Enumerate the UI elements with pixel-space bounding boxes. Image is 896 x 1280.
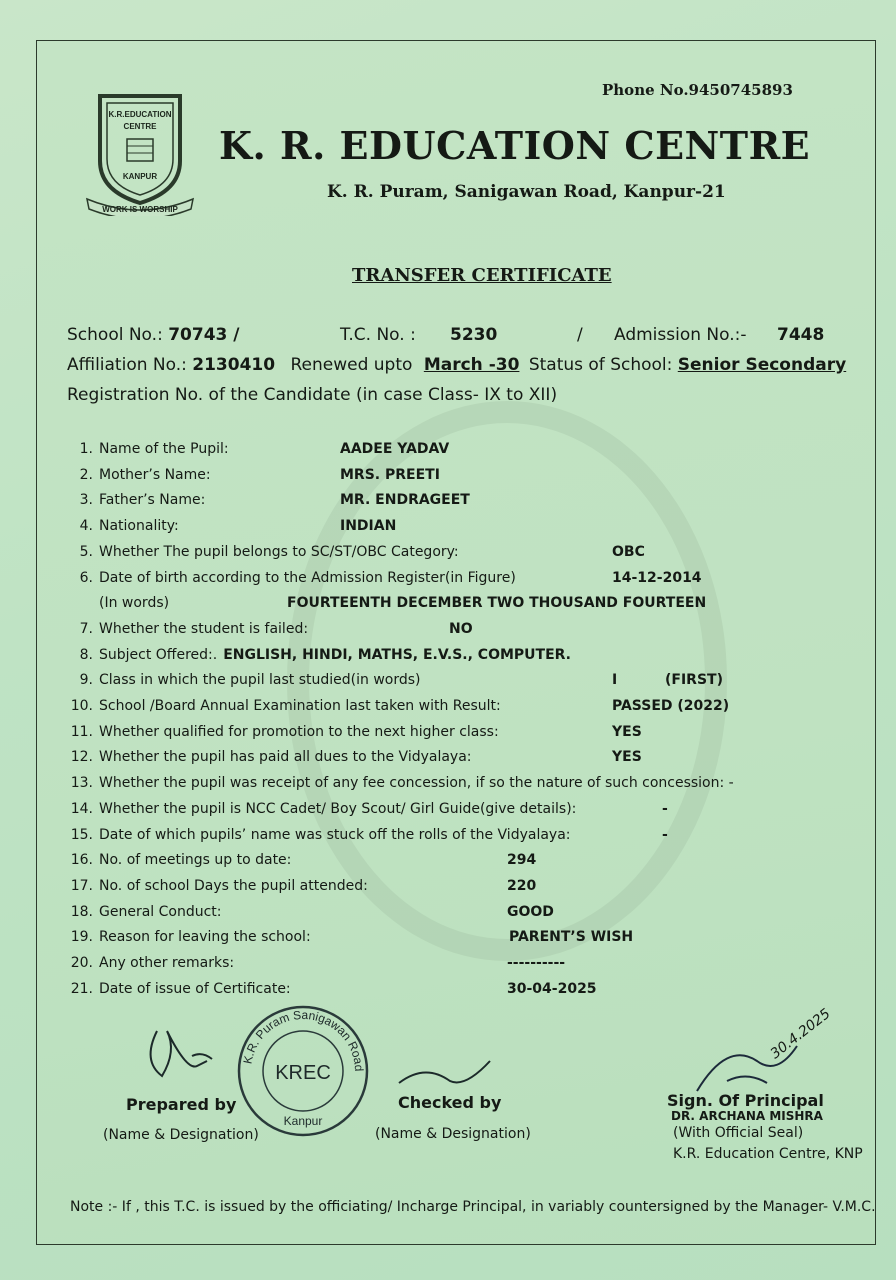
item-number: 16.	[70, 852, 93, 868]
item-value: PASSED (2022)	[612, 698, 730, 714]
item-row	[65, 698, 501, 714]
item-label: Date of birth according to the Admission Register(in Figure)	[99, 570, 516, 586]
item-value: INDIAN	[340, 518, 397, 534]
principal-seal: (With Official Seal)	[673, 1125, 804, 1141]
principal-label: Sign. Of Principal	[667, 1091, 824, 1110]
item-row	[65, 672, 421, 688]
principal-organization: K.R. Education Centre, KNP	[673, 1146, 863, 1162]
item-number: 5.	[79, 544, 93, 560]
item-number: 10.	[70, 698, 93, 714]
item-label: Whether the pupil was receipt of any fee concession, if so the nature of such concession: -	[99, 775, 734, 791]
item-row	[65, 801, 576, 817]
school-name: K. R. EDUCATION CENTRE	[219, 123, 811, 168]
item-label: Class in which the pupil last studied(in words)	[99, 672, 421, 688]
item-value: MR. ENDRAGEET	[340, 492, 470, 508]
item-number: 19.	[70, 929, 93, 945]
item-label: Mother’s Name:	[99, 467, 211, 483]
svg-text:WORK IS WORSHIP: WORK IS WORSHIP	[102, 205, 178, 214]
item-row	[65, 775, 734, 791]
school-logo	[85, 91, 195, 216]
principal-name: DR. ARCHANA MISHRA	[671, 1109, 823, 1123]
footer-note: Note :- If , this T.C. is issued by the officiating/ Incharge Principal, in variably countersigned by the Manager- V.M.C.	[70, 1199, 876, 1215]
item-value: YES	[612, 749, 642, 765]
item-label: Name of the Pupil:	[99, 441, 229, 457]
item-value: ----------	[507, 955, 566, 971]
tc-no-value	[450, 325, 497, 345]
item-value: 294	[507, 852, 537, 868]
item-row	[65, 827, 571, 843]
item-row	[65, 441, 229, 457]
item-value: 30-04-2025	[507, 981, 597, 997]
item-value: ENGLISH, HINDI, MATHS, E.V.S., COMPUTER.	[223, 647, 571, 663]
item-row	[65, 467, 211, 483]
item-label: Nationality:	[99, 518, 179, 534]
item-number: 14.	[70, 801, 93, 817]
item-label: Date of issue of Certificate:	[99, 981, 291, 997]
item-row	[65, 955, 234, 971]
item-number: 8.	[79, 647, 93, 663]
separator-slash: /	[577, 325, 583, 345]
item-row	[65, 647, 571, 663]
certificate-title: TRANSFER CERTIFICATE	[352, 265, 612, 286]
tc-no-row	[340, 325, 416, 345]
item-value: -	[662, 827, 668, 843]
item-label: Subject Offered:.	[99, 647, 218, 663]
item-label: School /Board Annual Examination last taken with Result:	[99, 698, 501, 714]
item-label: Whether the pupil is NCC Cadet/ Boy Scout/ Girl Guide(give details):	[99, 801, 577, 817]
item-value: NO	[449, 621, 473, 637]
item-label: Whether The pupil belongs to SC/ST/OBC Category:	[99, 544, 459, 560]
phone-number: Phone No.9450745893	[602, 81, 793, 99]
item-number: 13.	[70, 775, 93, 791]
item-number: 11.	[70, 724, 93, 740]
item-value: -	[662, 801, 668, 817]
item-label: Reason for leaving the school:	[99, 929, 311, 945]
item-value: 14-12-2014	[612, 570, 702, 586]
item-number: 4.	[79, 518, 93, 534]
checked-by-designation: (Name & Designation)	[375, 1126, 531, 1142]
item-label: Whether the student is failed:	[99, 621, 309, 637]
item-number: 12.	[70, 749, 93, 765]
item-number: 20.	[70, 955, 93, 971]
item-number: 17.	[70, 878, 93, 894]
item-row	[65, 724, 499, 740]
svg-text:Kanpur: Kanpur	[283, 1114, 323, 1128]
item-label: No. of school Days the pupil attended:	[99, 878, 368, 894]
tc-no-text: 5230	[450, 325, 498, 345]
item-row	[65, 929, 311, 945]
item-row	[65, 904, 222, 920]
school-no-label: School No.:	[67, 325, 163, 345]
item-value: PARENT’S WISH	[509, 929, 634, 945]
admission-no-value	[777, 325, 824, 345]
item-label: (In words)	[99, 595, 170, 611]
affiliation-label: Affiliation No.:	[67, 355, 187, 375]
renewed-value: March -30	[423, 355, 520, 375]
sign-date: 30.4.2025	[767, 1005, 834, 1063]
prepared-by-designation: (Name & Designation)	[103, 1127, 259, 1143]
tc-no-label: T.C. No. :	[340, 325, 416, 345]
svg-text:CENTRE: CENTRE	[123, 122, 157, 131]
admission-no-label: Admission No.:-	[614, 325, 747, 345]
item-value: GOOD	[507, 904, 554, 920]
item-value-secondary: (FIRST)	[665, 672, 723, 688]
school-no-row	[67, 325, 239, 345]
item-value: MRS. PREETI	[340, 467, 440, 483]
status-value: Senior Secondary	[677, 355, 847, 375]
school-stamp	[233, 1001, 373, 1141]
svg-text:K.R.EDUCATION: K.R.EDUCATION	[108, 110, 172, 119]
svg-text:KREC: KREC	[275, 1062, 331, 1084]
item-value: OBC	[612, 544, 645, 560]
item-number: 2.	[79, 467, 93, 483]
item-value: I	[612, 672, 618, 688]
item-row	[65, 570, 516, 586]
admission-no-row	[614, 325, 747, 345]
item-row	[65, 749, 472, 765]
item-number: 6.	[79, 570, 93, 586]
item-number: 9.	[79, 672, 93, 688]
registration-label: Registration No. of the Candidate (in case Class- IX to XII)	[67, 385, 558, 405]
item-number: 7.	[79, 621, 93, 637]
renewed-label: Renewed upto	[290, 355, 413, 375]
item-value: YES	[612, 724, 642, 740]
item-value: AADEE YADAV	[340, 441, 450, 457]
item-number: 15.	[70, 827, 93, 843]
item-row	[65, 518, 179, 534]
item-number: 18.	[70, 904, 93, 920]
item-number: 3.	[79, 492, 93, 508]
affiliation-value: 2130410	[192, 355, 276, 375]
item-row	[65, 981, 291, 997]
status-label: Status of School:	[528, 355, 673, 375]
item-value: FOURTEENTH DECEMBER TWO THOUSAND FOURTEEN	[287, 595, 707, 611]
item-label: Date of which pupils’ name was stuck off the rolls of the Vidyalaya:	[99, 827, 571, 843]
affiliation-row	[67, 355, 846, 375]
item-label: General Conduct:	[99, 904, 222, 920]
item-row	[65, 595, 169, 611]
prepared-signature	[137, 1021, 227, 1091]
item-row	[65, 621, 308, 637]
item-label: Any other remarks:	[99, 955, 235, 971]
item-number: 21.	[70, 981, 93, 997]
school-no-value: 70743 /	[168, 325, 240, 345]
item-label: Whether qualified for promotion to the next higher class:	[99, 724, 499, 740]
svg-text:K.R. Puram Sanigawan Road: K.R. Puram Sanigawan Road	[240, 1007, 367, 1072]
item-label: Father’s Name:	[99, 492, 206, 508]
item-row	[65, 544, 459, 560]
item-row	[65, 878, 368, 894]
item-row	[65, 852, 291, 868]
item-label: Whether the pupil has paid all dues to the Vidyalaya:	[99, 749, 472, 765]
certificate-sheet	[36, 40, 876, 1245]
item-number: 1.	[79, 441, 93, 457]
checked-by-label: Checked by	[398, 1093, 502, 1112]
prepared-by-label: Prepared by	[126, 1095, 237, 1114]
item-row	[65, 492, 205, 508]
svg-text:KANPUR: KANPUR	[122, 172, 158, 181]
school-address: K. R. Puram, Sanigawan Road, Kanpur-21	[327, 182, 726, 202]
admission-no-text: 7448	[777, 325, 825, 345]
item-label: No. of meetings up to date:	[99, 852, 292, 868]
item-value: 220	[507, 878, 537, 894]
